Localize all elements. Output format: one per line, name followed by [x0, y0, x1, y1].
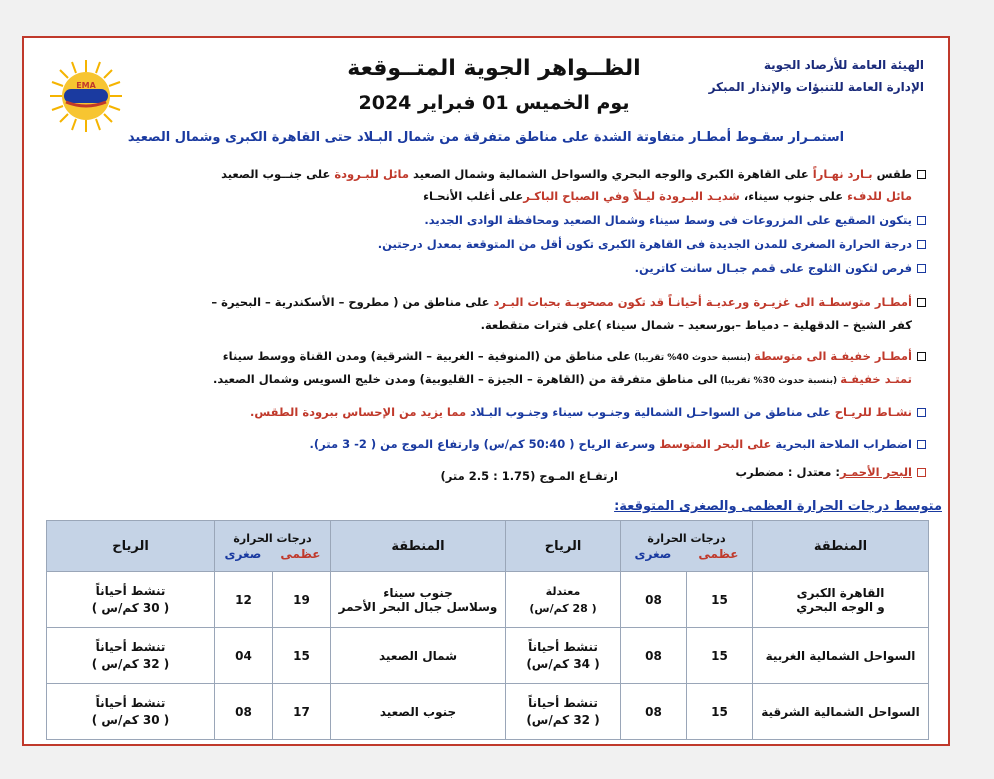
- bullet-wind: نشـاط للريـاح على مناطق من السواحـل الشمالية وجنـوب سيناء وجنـوب البـلاد مما يزيد من الإحساس ببرودة الطقس.: [250, 404, 926, 421]
- checkbox-icon: [917, 352, 926, 361]
- bullet-heavy-rain-regions: كفر الشيخ – الدقهلية – دمياط –بورسعيد – شمال سيناء )على فترات متقطعة.: [480, 318, 912, 332]
- org-name: الهيئة العامة للأرصاد الجوية: [763, 58, 924, 72]
- wind-cell: تنشط أحياناً ( 30 كم/س ): [47, 572, 215, 628]
- bullet-light-rain: أمطـار خفيفـة الى متوسطة (بنسبة حدوث 40% تقريبا) على مناطق من (المنوفية – الغربية – الشرقية) ومدن القناة ووسط سيناء: [223, 348, 926, 367]
- region-cell: السواحل الشمالية الشرقية: [753, 684, 929, 740]
- checkbox-icon: [917, 298, 926, 307]
- region-cell: شمال الصعيد: [331, 628, 506, 684]
- wind-cell: تنشط أحياناً ( 34 كم/س): [506, 628, 621, 684]
- min-temp: 04: [215, 628, 273, 684]
- checkbox-icon: [917, 264, 926, 273]
- table-row: [47, 628, 929, 684]
- min-temp: 12: [215, 572, 273, 628]
- header-min-2: صغرى: [224, 546, 262, 561]
- table-row: [47, 572, 929, 628]
- ema-logo-icon: [48, 58, 124, 134]
- wind-cell: تنشط أحياناً ( 32 كم/س ): [47, 628, 215, 684]
- region-cell: جنوب الصعيد: [331, 684, 506, 740]
- bullet-snow: فرص لتكون الثلوج على قمم جبـال سانت كاترين.: [635, 260, 926, 277]
- header-region-2: المنطقة: [331, 521, 506, 572]
- wind-cell: تنشط أحياناً ( 30 كم/س ): [47, 684, 215, 740]
- checkbox-icon: [917, 440, 926, 449]
- bullet-heavy-rain: أمطـار متوسطـة الى غزيـرة ورعديـة أحيانـاً قد تكون مصحوبـة بحبات البـرد على مناطق من ( مطروح – الأسكندرية – البحيرة –: [211, 294, 926, 311]
- table-header-row: [47, 521, 929, 572]
- logo-text: EMA: [76, 81, 96, 90]
- checkbox-icon: [917, 468, 926, 477]
- headline: استمـرار سقـوط أمطـار متفاوتة الشدة على مناطق متفرقة من شمال البـلاد حتى القاهرة الكبرى وشمال الصعيد: [127, 130, 845, 145]
- bulletin-frame: [22, 36, 950, 746]
- min-temp: 08: [621, 572, 687, 628]
- bullet-frost: يتكون الصقيع على المزروعات فى وسط سيناء وشمال الصعيد ومحافظة الوادى الجديد.: [424, 212, 926, 229]
- max-temp: 17: [273, 684, 331, 740]
- wind-cell: معتدلة ( 28 كم/س): [506, 572, 621, 628]
- wind-cell: تنشط أحياناً ( 32 كم/س): [506, 684, 621, 740]
- page-title: الظــواهر الجوية المتــوقعة: [347, 56, 641, 81]
- region-cell: القاهرة الكبرى و الوجه البحري: [753, 572, 929, 628]
- min-temp: 08: [621, 684, 687, 740]
- bullet-light-rain-extend: تمتـد خفيفـة (بنسبة حدوث 30% تقريبا) الى مناطق متفرقة من (القاهرة – الجيزة – القليوبية) ومدن خليج السويس وشمال الصعيد.: [212, 372, 912, 386]
- region-cell: السواحل الشمالية الغربية: [753, 628, 929, 684]
- header-region: المنطقة: [753, 521, 929, 572]
- bullet-navigation: اضطراب الملاحة البحرية على البحر المتوسط وسرعة الرياح ( 50:40 كم/س) وارتفاع الموج من ( 2- 3 متر).: [310, 436, 927, 453]
- header-temps-2: درجات الحرارة عظمى صغرى: [215, 521, 331, 572]
- region-cell: جنوب سيناء وسلاسل جبال البحر الأحمر: [331, 572, 506, 628]
- header-wind-2: الرياح: [47, 521, 215, 572]
- checkbox-icon: [917, 408, 926, 417]
- bullet-new-cities: درجة الحرارة الصغرى للمدن الجديدة فى القاهرة الكبرى تكون أقل من المتوقعة بمعدل درجتين.: [378, 236, 926, 253]
- max-temp: 19: [273, 572, 331, 628]
- header-max: عظمى: [698, 546, 739, 561]
- table-row: [47, 684, 929, 740]
- max-temp: 15: [687, 628, 753, 684]
- max-temp: 15: [687, 572, 753, 628]
- min-temp: 08: [215, 684, 273, 740]
- max-temp: 15: [273, 628, 331, 684]
- temperature-table: [46, 520, 929, 740]
- bullet-weather-night: مائل للدفء على جنوب سيناء، شديـد البـرودة ليـلاً وفي الصباح الباكـرعلى أغلب الأنحـاء: [423, 189, 912, 203]
- table-title: متوسط درجات الحرارة العظمى والصغرى المتوقعة:: [614, 499, 942, 514]
- bulletin-date: يوم الخميس 01 فبراير 2024: [358, 92, 630, 114]
- header-wind: الرياح: [506, 521, 621, 572]
- header-min: صغرى: [634, 546, 672, 561]
- min-temp: 08: [621, 628, 687, 684]
- max-temp: 15: [687, 684, 753, 740]
- checkbox-icon: [917, 170, 926, 179]
- header-temps: درجات الحرارة عظمى صغرى: [621, 521, 753, 572]
- checkbox-icon: [917, 216, 926, 225]
- checkbox-icon: [917, 240, 926, 249]
- org-department: الإدارة العامة للتنبؤات والإنذار المبكر: [708, 80, 924, 94]
- red-sea-wave-height: ارتفـاع المـوج (1.75 : 2.5 متر): [440, 469, 618, 483]
- header-max-2: عظمى: [280, 546, 321, 561]
- bullet-weather-day: طقس بـارد نهـاراً على القاهرة الكبرى والوجه البحري والسواحل الشمالية وشمال الصعيد مائل للبـرودة على جنــوب الصعيد: [221, 166, 926, 183]
- bullet-red-sea: البحر الأحمـر: معتدل : مضطرب: [736, 464, 927, 481]
